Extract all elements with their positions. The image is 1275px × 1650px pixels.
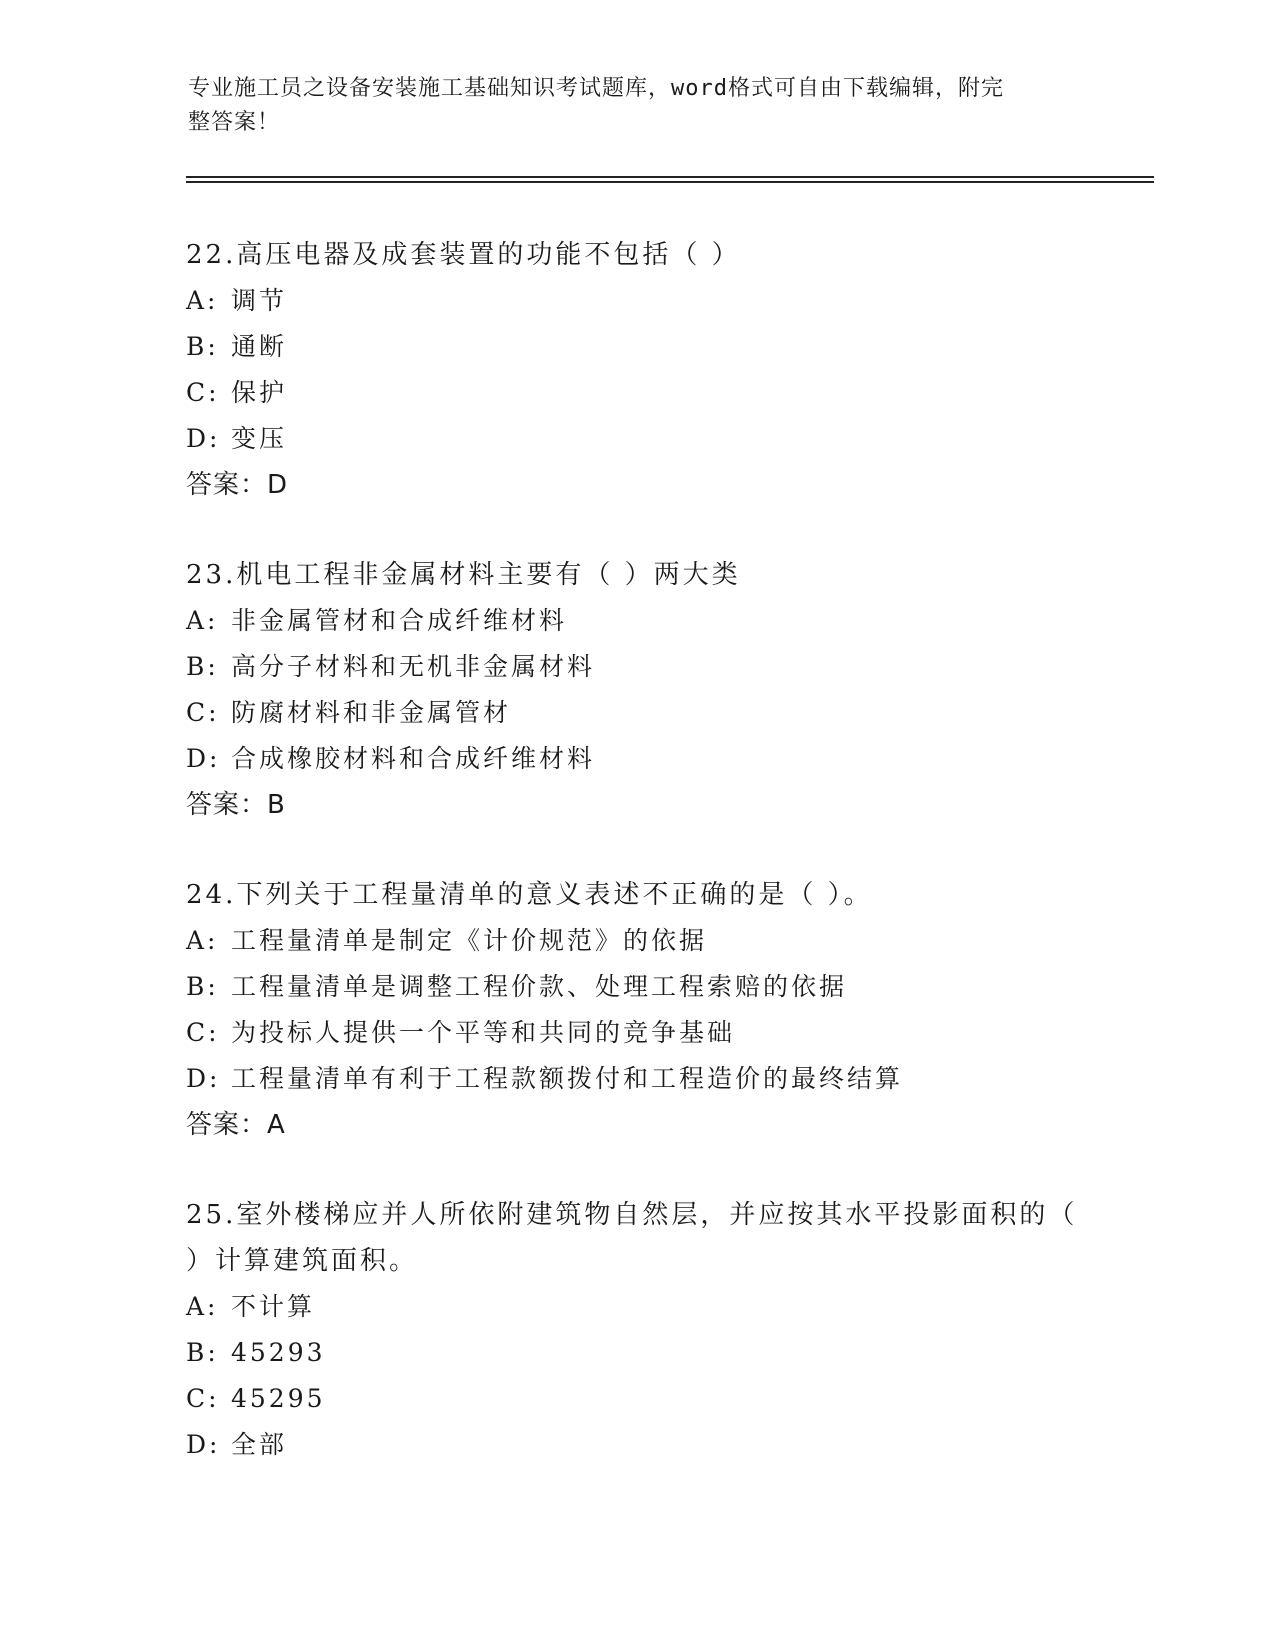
option-text: 工程量清单是制定《计价规范》的依据 xyxy=(231,926,708,955)
question-23 xyxy=(186,552,1086,828)
question-stem xyxy=(186,552,1086,598)
option-letter: B: xyxy=(186,332,219,361)
question-stem xyxy=(186,1192,1086,1238)
option-letter: C: xyxy=(186,698,220,727)
option-b xyxy=(186,644,1086,690)
option-b xyxy=(186,324,1086,370)
option-a xyxy=(186,278,1086,324)
header-divider-bottom xyxy=(186,181,1154,183)
option-letter: A: xyxy=(186,1292,219,1321)
option-text: 合成橡胶材料和合成纤维材料 xyxy=(231,744,596,773)
answer-line: 答案：A xyxy=(186,1110,286,1140)
header-line-1: 专业施工员之设备安装施工基础知识考试题库，word格式可自由下载编辑，附完 xyxy=(188,76,1004,101)
option-d xyxy=(186,416,1086,462)
question-stem xyxy=(186,872,1086,918)
option-d xyxy=(186,1422,1086,1468)
option-letter: B: xyxy=(186,1338,219,1367)
option-c xyxy=(186,370,1086,416)
option-letter: D: xyxy=(186,424,221,453)
header-line-2: 整答案！ xyxy=(188,110,281,135)
option-text: 变压 xyxy=(231,424,288,453)
option-text: 全部 xyxy=(231,1430,288,1459)
question-number: 25. xyxy=(186,1200,237,1230)
option-text: 为投标人提供一个平等和共同的竞争基础 xyxy=(231,1018,736,1047)
question-text-line-2: ）计算建筑面积。 xyxy=(186,1246,419,1276)
option-a xyxy=(186,598,1086,644)
option-c xyxy=(186,1010,1086,1056)
option-text: 45295 xyxy=(231,1384,326,1413)
question-24 xyxy=(186,872,1086,1148)
question-stem xyxy=(186,232,1086,278)
option-text: 工程量清单有利于工程款额拨付和工程造价的最终结算 xyxy=(231,1064,904,1093)
question-text: 高压电器及成套装置的功能不包括（ ） xyxy=(236,240,741,270)
option-text: 通断 xyxy=(231,332,288,361)
option-d xyxy=(186,1056,1086,1102)
option-text: 调节 xyxy=(231,286,288,315)
option-text: 高分子材料和无机非金属材料 xyxy=(231,652,596,681)
option-text: 不计算 xyxy=(231,1292,316,1321)
option-letter: C: xyxy=(186,378,220,407)
document-header xyxy=(188,72,1078,140)
question-text: 下列关于工程量清单的意义表述不正确的是（ ）。 xyxy=(236,880,873,910)
option-letter: D: xyxy=(186,1430,221,1459)
question-text-line-1: 室外楼梯应并人所依附建筑物自然层，并应按其水平投影面积的（ xyxy=(236,1200,1078,1230)
option-letter: A: xyxy=(186,926,219,955)
option-text: 非金属管材和合成纤维材料 xyxy=(231,606,568,635)
option-letter: B: xyxy=(186,972,219,1001)
option-text: 45293 xyxy=(231,1338,326,1367)
option-text: 工程量清单是调整工程价款、处理工程索赔的依据 xyxy=(231,972,848,1001)
answer-line: 答案：D xyxy=(186,470,289,500)
header-divider-top xyxy=(186,176,1154,178)
option-c xyxy=(186,690,1086,736)
option-letter: D: xyxy=(186,1064,221,1093)
option-letter: C: xyxy=(186,1384,220,1413)
option-d xyxy=(186,736,1086,782)
option-letter: A: xyxy=(186,286,219,315)
question-22 xyxy=(186,232,1086,508)
option-c xyxy=(186,1376,1086,1422)
option-a xyxy=(186,918,1086,964)
option-letter: C: xyxy=(186,1018,220,1047)
question-number: 23. xyxy=(186,560,237,590)
option-text: 防腐材料和非金属管材 xyxy=(231,698,512,727)
question-number: 22. xyxy=(186,240,237,270)
question-number: 24. xyxy=(186,880,237,910)
question-25 xyxy=(186,1192,1086,1468)
option-letter: D: xyxy=(186,744,221,773)
option-b xyxy=(186,1330,1086,1376)
option-letter: A: xyxy=(186,606,219,635)
question-text: 机电工程非金属材料主要有（ ）两大类 xyxy=(236,560,741,590)
option-letter: B: xyxy=(186,652,219,681)
answer-line: 答案：B xyxy=(186,790,286,820)
option-b xyxy=(186,964,1086,1010)
option-text: 保护 xyxy=(231,378,288,407)
option-a xyxy=(186,1284,1086,1330)
